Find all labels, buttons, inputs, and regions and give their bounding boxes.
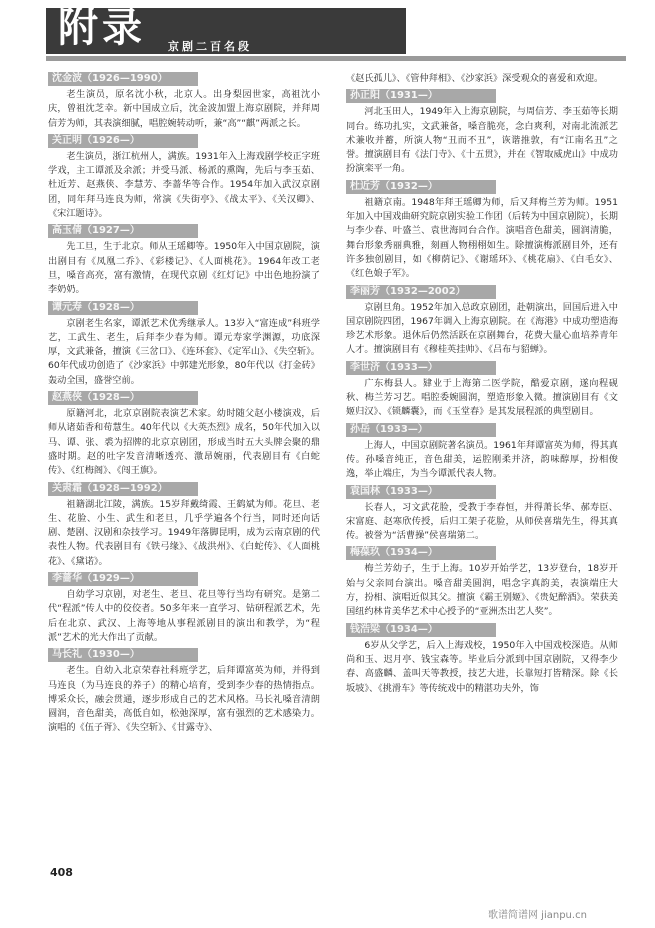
biography-entry	[346, 623, 618, 696]
performer-name: 孙岳（1933—）	[350, 423, 428, 435]
watermark: 歌谱简谱网 jianpu.cn	[488, 910, 587, 921]
name-heading-bar	[346, 361, 496, 375]
continuation-text: 《赵氏孤儿》、《管仲拜相》、《沙家浜》深受观众的喜爱和欢迎。	[346, 73, 604, 84]
name-heading-bar	[48, 72, 198, 86]
biography-text: 广东梅县人。肄业于上海第二医学院，酷爱京剧，遂向程砚秋、梅兰芳习艺。唱腔委婉圆润，塑造形象入微。擅演剧目有《文姬归汉》、《锁麟囊》，而《玉堂春》是其发展程派的典型剧目。	[346, 377, 618, 418]
biography-text: 老生演员，浙江杭州人，满族。1931年入上海戏剧学校正字班学戏，主工谭派及余派；并受马派、杨派的熏陶，先后与李玉茹、杜近芳、赵燕侠、李慧芳、李蔷华等合作。1954年加入武汉京剧团，同年拜马连良为师，常演《失街亭》、《战太平》、《关汉卿》、《宋江题诗》。	[48, 150, 320, 220]
performer-name: 沈金波（1926—1990）	[52, 73, 168, 84]
biography-entry	[346, 89, 618, 176]
biography-entry	[346, 285, 618, 358]
biography-entry	[48, 224, 320, 297]
appendix-title: 附录	[58, 4, 146, 51]
biography-text: 京剧旦角。1952年加入总政京剧团，赴朝演出，回国后进入中国京剧院四团，1967年调入上海京剧院。在《海港》中成功塑造海珍艺术形象。退休后仍然活跃在京剧舞台，花费大量心血培养青年人才。擅演剧目有《穆桂英挂帅》、《吕布与貂蝉》。	[346, 301, 618, 356]
name-heading-bar	[48, 301, 198, 315]
biography-entry	[48, 482, 320, 569]
biography-text: 长春人，习文武花脸，受教于李春恒，并得萧长华、郝寿臣、宋富庭、赵寒欣传授，后归工架子花脸，从师侯喜瑞先生，得其真传。被誉为“活曹操”侯喜瑞第二。	[346, 501, 618, 542]
name-heading-bar	[48, 134, 198, 148]
performer-name: 李丽芳（1932—2002）	[350, 285, 466, 297]
biography-text: 自幼学习京剧，对老生、老旦、花旦等行当均有研究。是第二代“程派”传人中的佼佼者。50多年来一直学习、钻研程派艺术，先后在北京、武汉、上海等地从事程派剧目的演出和教学，为“程派”艺术的光大作出了贡献。	[48, 589, 320, 643]
biography-text: 老生演员，原名沈小秋，北京人。出身梨园世家，高祖沈小庆，曾祖沈芝幸。新中国成立后，沈金波加盟上海京剧院，并拜周信芳为师，其表演细腻，唱腔婉转动听，兼“高”“麒”两派之长。	[48, 89, 320, 129]
biography-entry	[346, 423, 618, 482]
page-number: 408	[50, 866, 73, 879]
page-header	[0, 0, 655, 70]
section-subtitle: 京剧二百名段	[168, 40, 252, 53]
biography-entry	[346, 361, 618, 420]
biography-text: 先工旦，生于北京。师从王瑶卿等。1950年入中国京剧院，演出剧目有《凤凰二乔》、《彩楼记》、《人面桃花》。1964年改工老旦，嗓音高亮，富有激情，在现代京剧《红灯记》中出色地扮演了李奶奶。	[48, 241, 320, 296]
performer-name: 袁国林（1933—）	[350, 485, 438, 497]
biography-entry	[48, 72, 320, 131]
biography-text: 上海人，中国京剧院著名演员。1961年拜谭富英为师，得其真传。孙嗓音纯正，音色甜美，运腔刚柔并济，韵味醇厚，扮相俊逸，举止端庄，为当今谭派代表人物。	[346, 439, 618, 480]
performer-name: 孙正阳（1931—）	[350, 90, 438, 102]
name-heading-bar	[48, 391, 198, 405]
biography-entry	[48, 391, 320, 478]
biography-text: 京剧老生名家，谭派艺术优秀继承人。13岁入“富连成”科班学艺，工武生、老生，后拜李少春为师。谭元寿家学渊源，功底深厚，文武兼备，擅演《三岔口》、《连环套》、《定军山》、《失空斩》。60年代成功创造了《沙家浜》中郭建光形象，80年代以《打金砖》轰动全国，盛誉空前。	[48, 317, 320, 386]
performer-name: 谭元寿（1928—）	[52, 301, 140, 313]
biography-entry	[346, 180, 618, 282]
name-heading-bar	[346, 623, 496, 637]
biography-text: 祖籍京南。1948年拜王瑶卿为师，后又拜梅兰芳为师。1951年加入中国戏曲研究院京剧实验工作团（后转为中国京剧院），长期与李少春、叶盛兰、袁世海同台合作。演唱音色甜美，圆润清脆，舞台形象秀丽典雅，刻画人物栩栩如生。除擅演梅派剧目外，还有许多独创剧目，如《柳荫记》、《谢瑶环》、《桃花扇》、《白毛女》、《红色娘子军》。	[346, 196, 618, 280]
biography-entry	[346, 546, 618, 619]
performer-name: 高玉倩（1927—）	[52, 225, 140, 237]
biography-entry	[48, 134, 320, 221]
name-heading-bar	[346, 423, 496, 437]
biography-entry	[48, 572, 320, 645]
biography-entry	[48, 648, 320, 735]
name-heading-bar	[346, 89, 496, 103]
performer-name: 李世济（1933—）	[350, 361, 438, 373]
name-heading-bar	[346, 180, 496, 194]
biography-text: 原籍河北，北京京剧院表演艺术家。幼时随父赵小楼演戏，后师从诸茹香和荀慧生。40年代以《大英杰烈》成名，50年代加入以马、谭、张、裘为招牌的北京京剧团，形成当时五大头牌会聚的鼎盛时期。赵的吐字发音清晰透亮、激昂婉丽，代表剧目有《白蛇传》、《红梅阁》、《闯王旗》。	[48, 408, 320, 477]
left-column	[48, 72, 320, 739]
performer-name: 关肃霜（1928—1992）	[52, 482, 168, 494]
performer-name: 关正明（1926—）	[52, 134, 140, 146]
name-heading-bar	[48, 572, 198, 586]
name-heading-bar	[346, 546, 496, 560]
name-heading-bar	[346, 485, 496, 499]
name-heading-bar	[346, 285, 496, 299]
performer-name: 赵燕侠（1928—）	[52, 392, 140, 404]
biography-text: 6岁从父学艺，后入上海戏校，1950年入中国戏校深造。从师尚和玉、迟月亭、钱宝森等。毕业后分派到中国京剧院，又得李少春、高盛麟、盖叫天等教授，技艺大进，长靠短打皆精深。除《长坂坡》、《挑滑车》等传统戏中的精湛功夫外，饰	[346, 639, 618, 694]
biography-text: 老生。自幼入北京荣春社科班学艺，后拜谭富英为师，并得到马连良（为马连良的养子）的精心培育，受到李少春的热情指点。博采众长，融会贯通，逐步形成自己的艺术风格。马长礼嗓音清朗圆润，音色甜美，高低自如，松弛深厚，富有强烈的艺术感染力。演唱的《伍子胥》、《失空斩》、《甘露寺》、	[48, 665, 320, 734]
performer-name: 杜近芳（1932—）	[350, 180, 438, 192]
performer-name: 钱浩梁（1934—）	[350, 623, 438, 635]
biography-entry	[48, 301, 320, 388]
performer-name: 马长礼（1930—）	[52, 649, 140, 661]
name-heading-bar	[48, 482, 198, 496]
biography-text: 河北玉田人，1949年入上海京剧院，与周信芳、李玉茹等长期同台。练功扎实，文武兼备，嗓音脆亮，念白爽利，对南北流派艺术兼收并蓄，所演人物“丑而不丑”，诙谐推敦，有“江南名丑”之誉。擅演剧目有《法门寺》、《十五贯》，并在《智取威虎山》中成功扮演栾平一角。	[346, 106, 618, 175]
biography-text: 梅兰芳幼子，生于上海。10岁开始学艺，13岁登台，18岁开始与父亲同台演出。嗓音甜美圆润，唱念字真韵美，表演端庄大方，扮相、演唱近似其父。擅演《霸王别姬》、《贵妃醉酒》。荣获美国纽约林肯美华艺术中心授予的“亚洲杰出艺人奖”。	[346, 563, 618, 618]
name-heading-bar	[48, 224, 198, 238]
performer-name: 梅葆玖（1934—）	[350, 547, 438, 559]
biography-entry	[346, 485, 618, 544]
header-rule	[46, 56, 626, 61]
right-column	[346, 72, 618, 699]
performer-name: 李蔷华（1929—）	[52, 573, 140, 585]
name-heading-bar	[48, 648, 198, 662]
biography-text: 祖籍湖北江陵，满族。15岁拜戴绮霞、王鹤斌为师。花旦、老生、花脸、小生、武生和老旦，几乎学遍各个行当，同时还向话剧、楚剧、汉剧和杂技学习。1949年落脚昆明，成为云南京剧的代表性人物。代表剧目有《铁弓缘》、《战洪州》、《白蛇传》、《人面桃花》、《黛诺》。	[48, 498, 320, 567]
